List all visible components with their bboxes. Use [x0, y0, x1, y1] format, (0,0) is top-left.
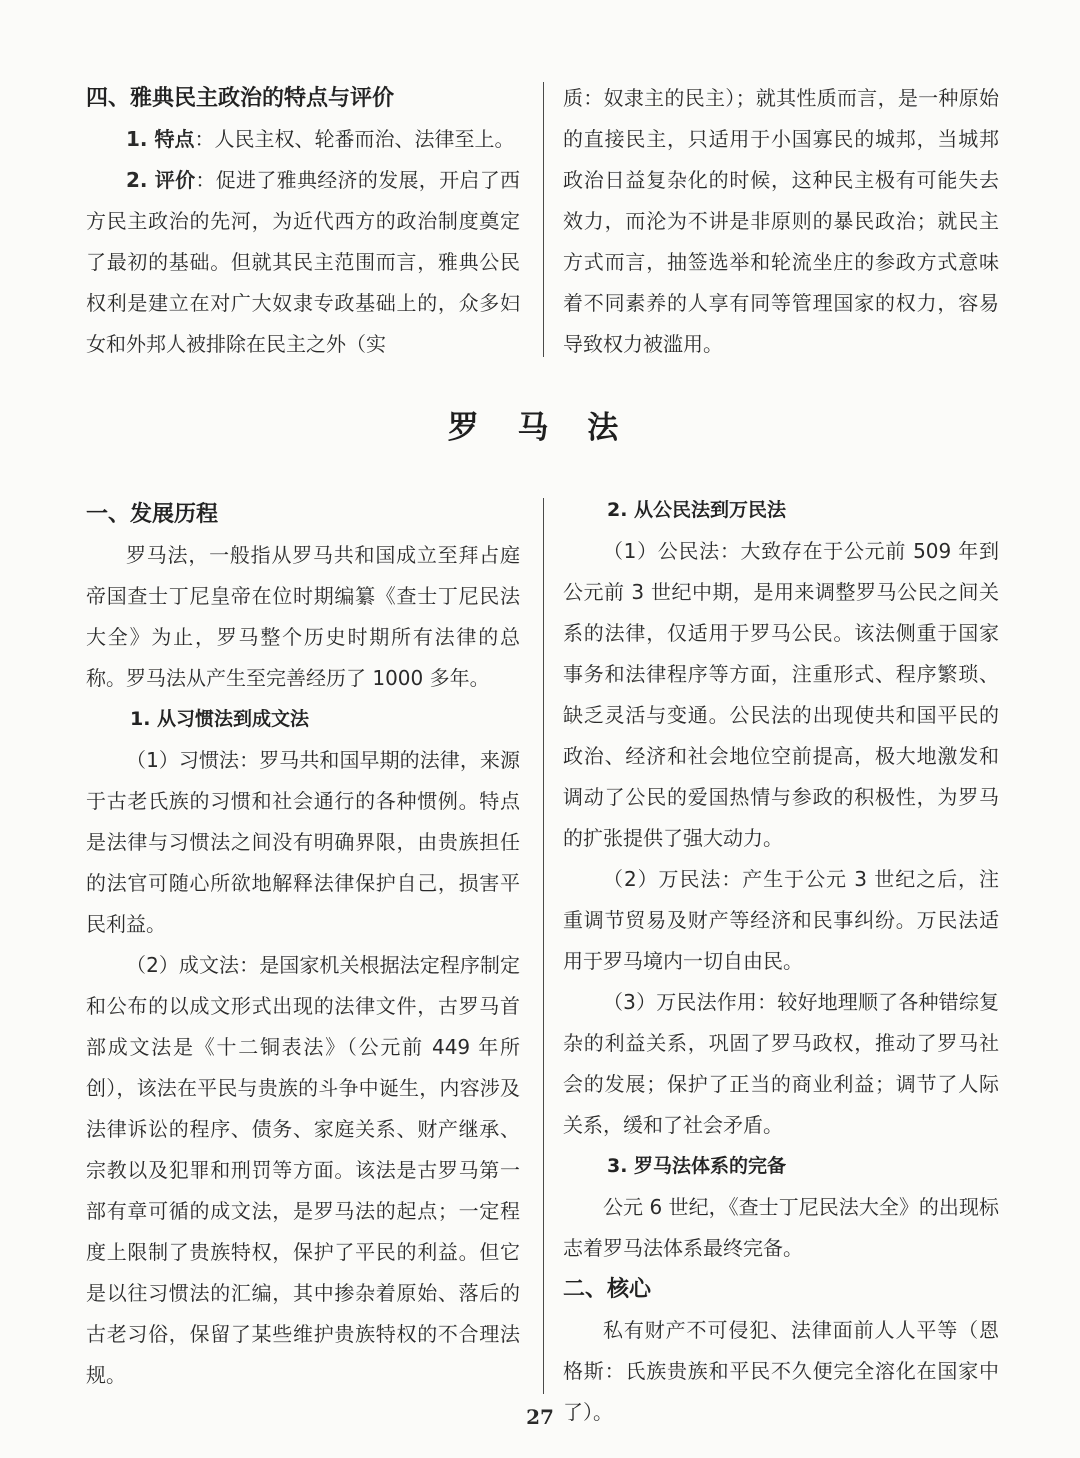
paragraph-written-law: （2）成文法：是国家机关根据法定程序制定和公布的以成文形式出现的法律文件，古罗马首部成文法是《十二铜表法》（公元前 449 年所创），该法在平民与贵族的斗争中诞生，内容涉及法律诉讼的程序、债务、家庭关系、财产继承、宗教以及犯罪和刑罚等方面。该法是古罗马第一部有章可循的成文法，是罗马法的起点；一定程度上限制了贵族特权，保护了平民的利益。但它是以往习惯法的汇编，其中掺杂着原始、落后的古老习俗，保留了某些维护贵族特权的不合理法规。	[86, 953, 520, 1387]
paragraph-law-of-nations-effect: （3）万民法作用：较好地理顺了各种错综复杂的利益关系，巩固了罗马政权，推动了罗马社会的发展；保护了正当的商业利益；调节了人际关系，缓和了社会矛盾。	[563, 990, 999, 1137]
heading-core: 二、核心	[563, 1277, 652, 1302]
roman-law-right-column	[563, 490, 999, 1433]
column-divider-top	[543, 82, 544, 357]
paragraph-law-of-nations: （2）万民法：产生于公元 3 世纪之后，注重调节贸易及财产等经济和民事纠纷。万民法适用于罗马境内一切自由民。	[563, 867, 999, 973]
heading-athens-democracy: 四、雅典民主政治的特点与评价	[86, 86, 395, 111]
section-title: 罗 马 法	[447, 410, 633, 446]
column-divider-bottom	[543, 498, 544, 1394]
label-evaluation: 2. 评价	[126, 168, 196, 192]
paragraph-evaluation-continued: 质：奴隶主的民主）；就其性质而言，是一种原始的直接民主，只适用于小国寡民的城邦，当城邦政治日益复杂化的时候，这种民主极有可能失去效力，而沦为不讲是非原则的暴民政治；就民主方式而言，抽签选举和轮流坐庄的参政方式意味着不同素养的人享有同等管理国家的权力，容易导致权力被滥用。	[563, 86, 999, 356]
page-number: 27	[526, 1405, 554, 1429]
roman-law-left-column	[86, 494, 520, 1396]
paragraph-civil-law: （1）公民法：大致存在于公元前 509 年到公元前 3 世纪中期，是用来调整罗马公民之间关系的法律，仅适用于罗马公民。该法侧重于国家事务和法律程序等方面，注重形式、程序繁琐、缺乏灵活与变通。公民法的出现使共和国平民的政治、经济和社会地位空前提高，极大地激发和调动了公民的爱国热情与参政的积极性，为罗马的扩张提供了强大动力。	[563, 539, 999, 850]
paragraph-core: 私有财产不可侵犯、法律面前人人平等（恩格斯：氏族贵族和平民不久便完全溶化在国家中了）。	[563, 1318, 999, 1424]
paragraph-intro: 罗马法，一般指从罗马共和国成立至拜占庭帝国查士丁尼皇帝在位时期编纂《查士丁尼民法大全》为止，罗马整个历史时期所有法律的总称。罗马法从产生至完善经历了 1000 多年。	[86, 543, 520, 690]
top-right-column	[563, 78, 999, 365]
top-left-column	[86, 78, 520, 365]
heading-development: 一、发展历程	[86, 502, 219, 527]
subheading-system-complete: 3. 罗马法体系的完备	[607, 1155, 787, 1177]
paragraph-justinian: 公元 6 世纪，《查士丁尼民法大全》的出现标志着罗马法体系最终完备。	[563, 1195, 999, 1260]
paragraph-customary-law: （1）习惯法：罗马共和国早期的法律，来源于古老氏族的习惯和社会通行的各种惯例。特点是法律与习惯法之间没有明确界限，由贵族担任的法官可随心所欲地解释法律保护自己，损害平民利益。	[86, 748, 520, 936]
text-evaluation: ：促进了雅典经济的发展，开启了西方民主政治的先河，为近代西方的政治制度奠定了最初的基础。但就其民主范围而言，雅典公民权利是建立在对广大奴隶专政基础上的，众多妇女和外邦人被排除在民主之外（实	[86, 168, 521, 356]
paragraph-evaluation	[86, 160, 520, 365]
paragraph-features	[86, 119, 520, 160]
subheading-civil-to-gentium: 2. 从公民法到万民法	[607, 499, 787, 521]
text-features: ：人民主权、轮番而治、法律至上。	[194, 127, 515, 151]
subheading-custom-to-written: 1. 从习惯法到成文法	[130, 708, 310, 730]
label-features: 1. 特点	[126, 127, 195, 151]
